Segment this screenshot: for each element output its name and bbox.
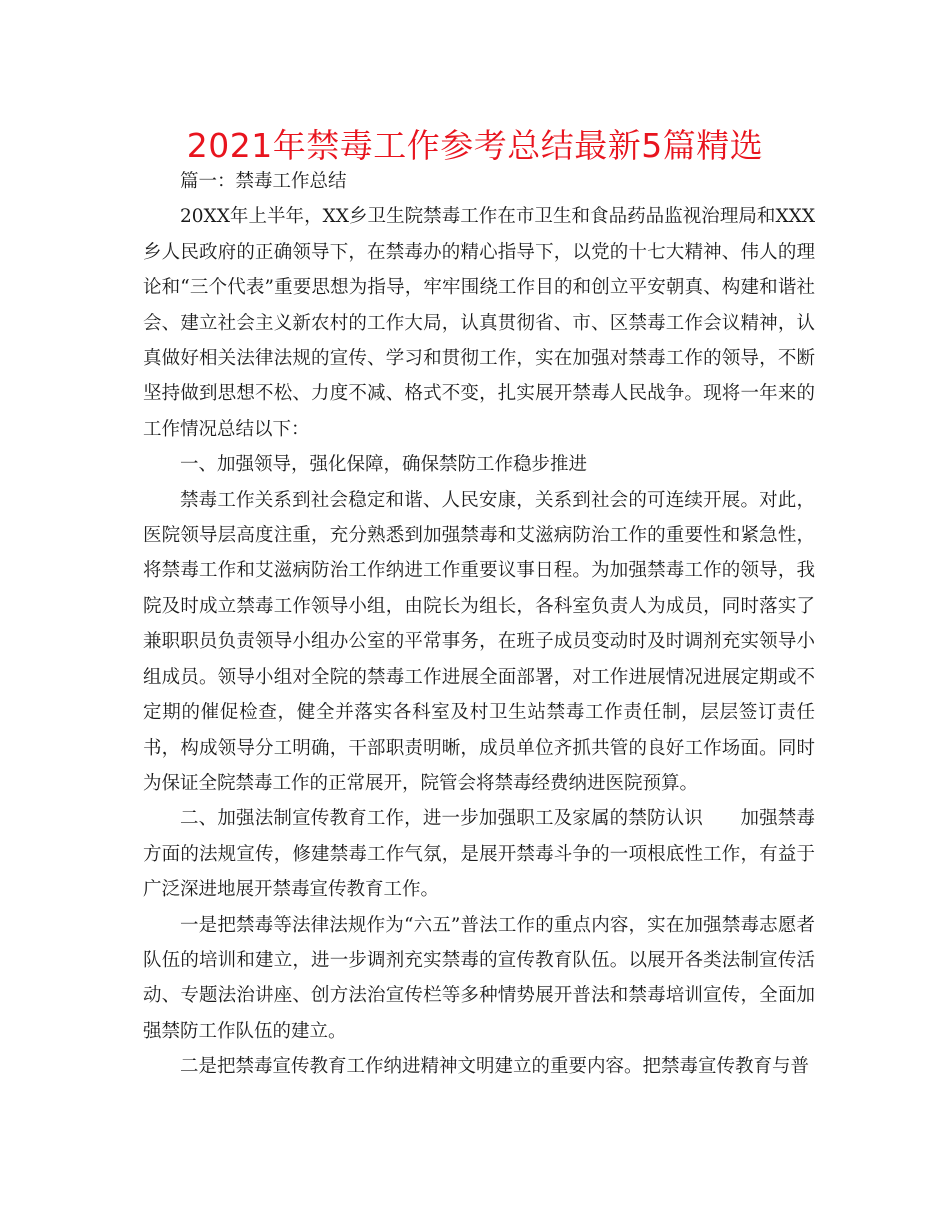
section-heading-2: 二、加强法制宣传教育工作，进一步加强职工及家属的禁防认识 加强禁毒方面的法规宣传，修建禁毒工作气氛，是展开禁毒斗争的一项根底性工作，有益于广泛深进地展开禁毒宣传教育工作。: [143, 808, 815, 901]
document-body: [143, 164, 815, 1085]
paragraph-legal-education: 一是把禁毒等法律法规作为“六五”普法工作的重点内容，实在加强禁毒志愿者队伍的培训和建立，进一步调剂充实禁毒的宣传教育队伍。以展开各类法制宣传活动、专题法治讲座、创方法治宣传栏等多种情势展开普法和禁毒培训宣传，全面加强禁防工作队伍的建立。: [143, 914, 815, 1042]
section-heading-1: 一、加强领导，强化保障，确保禁防工作稳步推进: [180, 454, 588, 476]
paragraph-intro: 20XX年上半年，XX乡卫生院禁毒工作在市卫生和食品药品监视治理局和XXX乡人民政府的正确领导下，在禁毒办的精心指导下，以党的十七大精神、伟人的理论和“三个代表”重要思想为指导，牢牢围绕工作目的和创立平安朝真、构建和谐社会、建立社会主义新农村的工作大局，认真贯彻省、市、区禁毒工作会议精神，认真做好相关法律法规的宣传、学习和贯彻工作，实在加强对禁毒工作的领导，不断坚持做到思想不松、力度不减、格式不变，扎实展开禁毒人民战争。现将一年来的工作情况总结以下：: [143, 206, 815, 440]
document-title: 2021年禁毒工作参考总结最新5篇精选: [186, 126, 764, 165]
paragraph-leadership: 禁毒工作关系到社会稳定和谐、人民安康，关系到社会的可连续开展。对此，医院领导层高度注重，充分熟悉到加强禁毒和艾滋病防治工作的重要性和紧急性，将禁毒工作和艾滋病防治工作纳进工作重要议事日程。为加强禁毒工作的领导，我院及时成立禁毒工作领导小组，由院长为组长，各科室负责人为成员，同时落实了兼职职员负责领导小组办公室的平常事务，在班子成员变动时及时调剂充实领导小组成员。领导小组对全院的禁毒工作进展全面部署，对工作进展情况进展定期或不定期的催促检查，健全并落实各科室及村卫生站禁毒工作责任制，层层签订责任书，构成领导分工明确，干部职责明晰，成员单位齐抓共管的良好工作场面。同时为保证全院禁毒工作的正常展开，院管会将禁毒经费纳进医院预算。: [143, 489, 815, 794]
section-heading-part-1: 篇一：禁毒工作总结: [180, 171, 347, 192]
paragraph-civilization: 二是把禁毒宣传教育工作纳进精神文明建立的重要内容。把禁毒宣传教育与普: [180, 1056, 810, 1078]
